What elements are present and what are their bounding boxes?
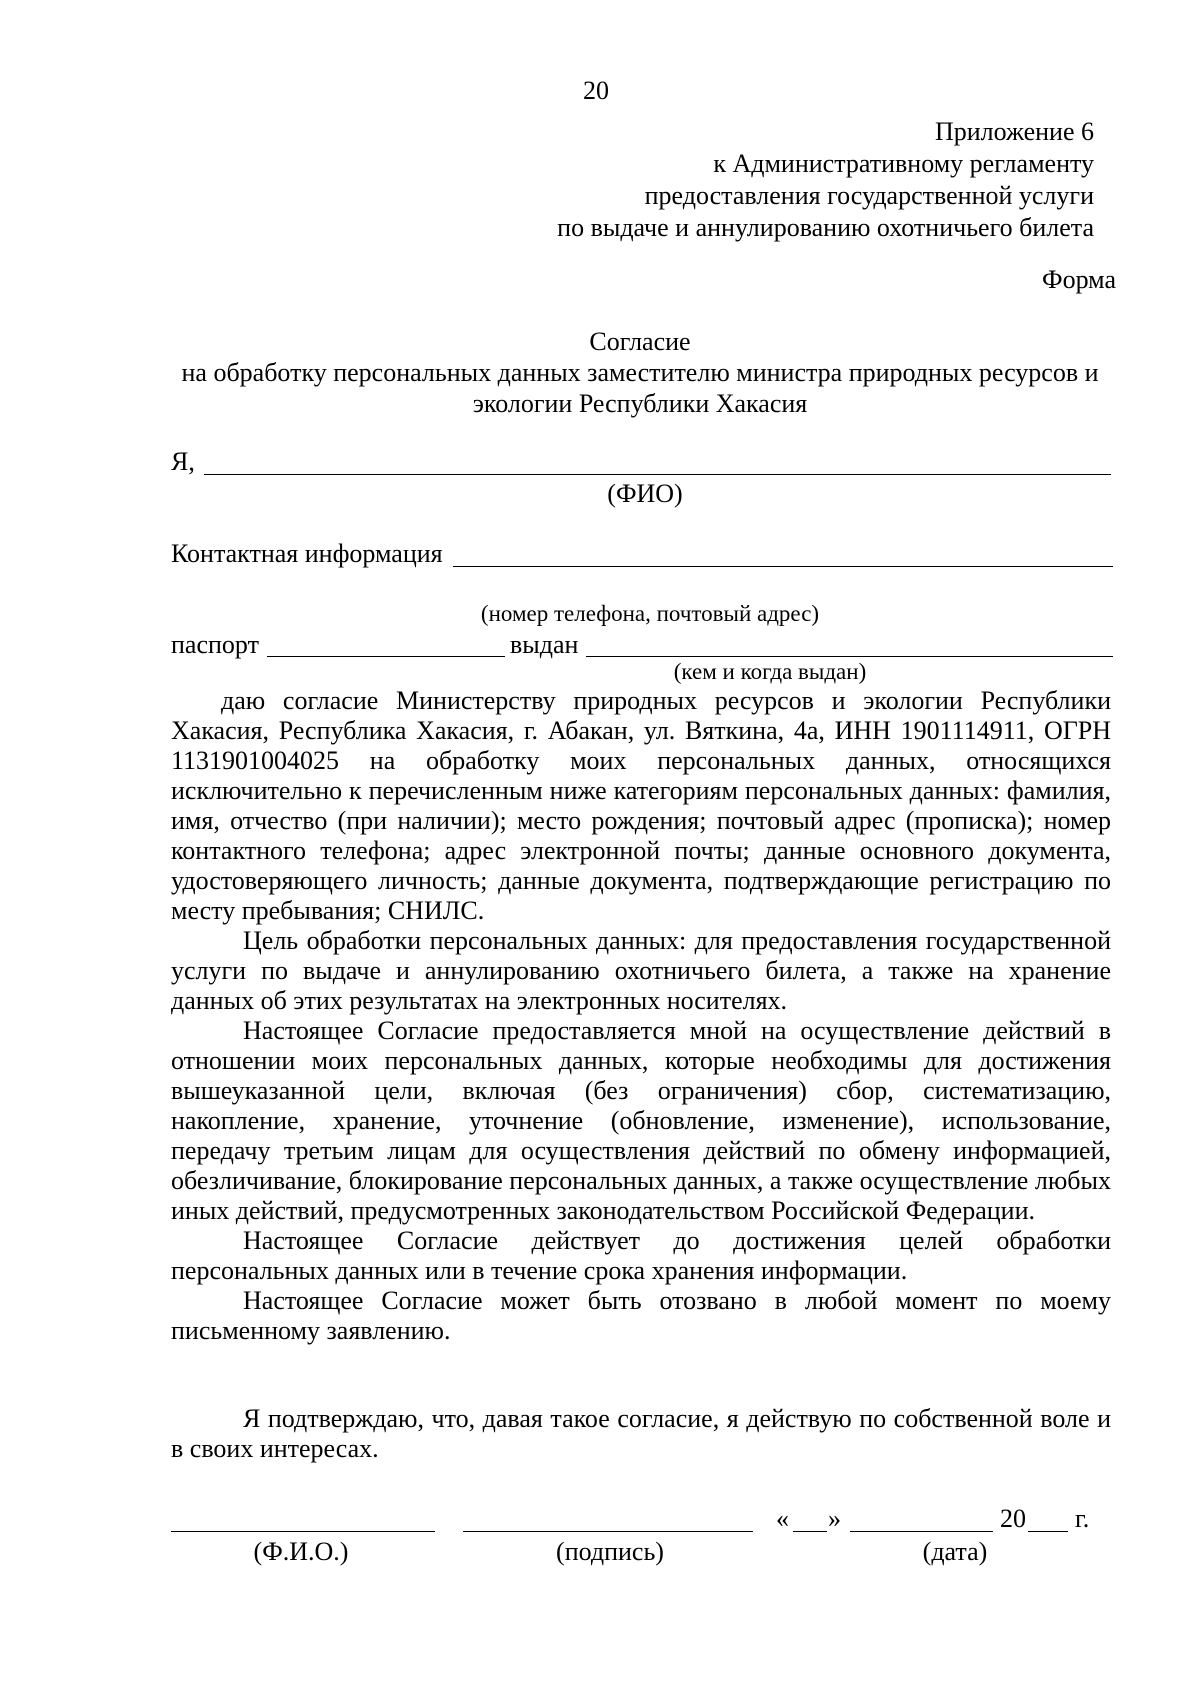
revocation-paragraph: Настоящее Согласие может быть отозвано в любой момент по моему письменному заявлению. <box>171 1286 1111 1345</box>
purpose-paragraph: Цель обработки персональных данных: для предоставления государственной услуги по выдаче и аннулированию охотничьего билета, а также на хранение данных об этих результатах на электронных носителях. <box>171 926 1111 1015</box>
title-line: на обработку персональных данных заместителю министра природных ресурсов и экологии Республики Хакасия <box>181 358 1099 418</box>
contact-label: Контактная информация <box>171 539 443 568</box>
day-input-line[interactable] <box>793 1531 827 1532</box>
issued-input-line[interactable] <box>586 656 1113 657</box>
confirmation-text: Я подтверждаю, что, давая такое согласие, я действую по собственной воле и в своих интересах. <box>171 1404 1111 1463</box>
sign-caption: (подпись) <box>556 1537 664 1566</box>
appendix-header <box>557 116 1094 244</box>
issued-caption: (кем и когда выдан) <box>673 659 867 684</box>
issued-label: выдан <box>510 630 579 659</box>
document-title <box>150 326 1130 419</box>
fio-input-line[interactable] <box>204 474 1111 475</box>
appendix-line: предоставления государственной услуги <box>644 181 1094 210</box>
appendix-line: к Административному регламенту <box>713 149 1094 178</box>
contact-input-line[interactable] <box>453 566 1113 567</box>
fio-signature-line[interactable] <box>171 1531 435 1532</box>
signature-line[interactable] <box>463 1531 753 1532</box>
year-prefix: 20 <box>1000 1504 1026 1533</box>
passport-label: паспорт <box>171 630 259 659</box>
date-caption: (дата) <box>922 1537 988 1566</box>
appendix-line: Приложение 6 <box>934 117 1094 146</box>
i-label: Я, <box>171 447 195 476</box>
quote-open: « <box>776 1504 789 1533</box>
page-number: 20 <box>583 76 609 105</box>
title-line: Согласие <box>589 327 691 356</box>
appendix-line: по выдаче и аннулированию охотничьего билета <box>557 213 1094 242</box>
year-input-line[interactable] <box>1028 1531 1068 1532</box>
fio-caption: (ФИО) <box>607 479 683 508</box>
passport-input-line[interactable] <box>267 656 505 657</box>
consent-paragraph: даю согласие Министерству природных ресурсов и экологии Республики Хакасия, Республика Хакасия, г. Абакан, ул. Вяткина, 4а, ИНН 1901114911, ОГРН 1131901004025 на обработку моих персональных данных, относящихся исключительно к перечисленным ниже категориям персональных данных: фамилия, имя, отчество (при наличии); место рождения; почтовый адрес (прописка); номер контактного телефона; адрес электронной почты; данные основного документа, удостоверяющего личность; данные документа, подтверждающие регистрацию по месту пребывания; СНИЛС. <box>171 686 1111 925</box>
consent-body <box>171 686 1111 1346</box>
month-input-line[interactable] <box>850 1531 993 1532</box>
actions-paragraph: Настоящее Согласие предоставляется мной на осуществление действий в отношении моих персональных данных, которые необходимы для достижения вышеуказанной цели, включая (без ограничения) сбор, систематизацию, накопление, хранение, уточнение (обновление, изменение), использование, передачу третьим лицам для осуществления действий по обмену информацией, обезличивание, блокирование персональных данных, а также осуществление любых иных действий, предусмотренных законодательством Российской Федерации. <box>171 1016 1111 1225</box>
quote-close: » <box>828 1504 841 1533</box>
fio-signature-caption: (Ф.И.О.) <box>253 1537 349 1566</box>
form-label: Форма <box>1042 265 1116 294</box>
year-suffix: г. <box>1075 1504 1090 1533</box>
contact-caption: (номер телефона, почтовый адрес) <box>480 601 820 626</box>
validity-paragraph: Настоящее Согласие действует до достижения целей обработки персональных данных или в течение срока хранения информации. <box>171 1226 1111 1285</box>
